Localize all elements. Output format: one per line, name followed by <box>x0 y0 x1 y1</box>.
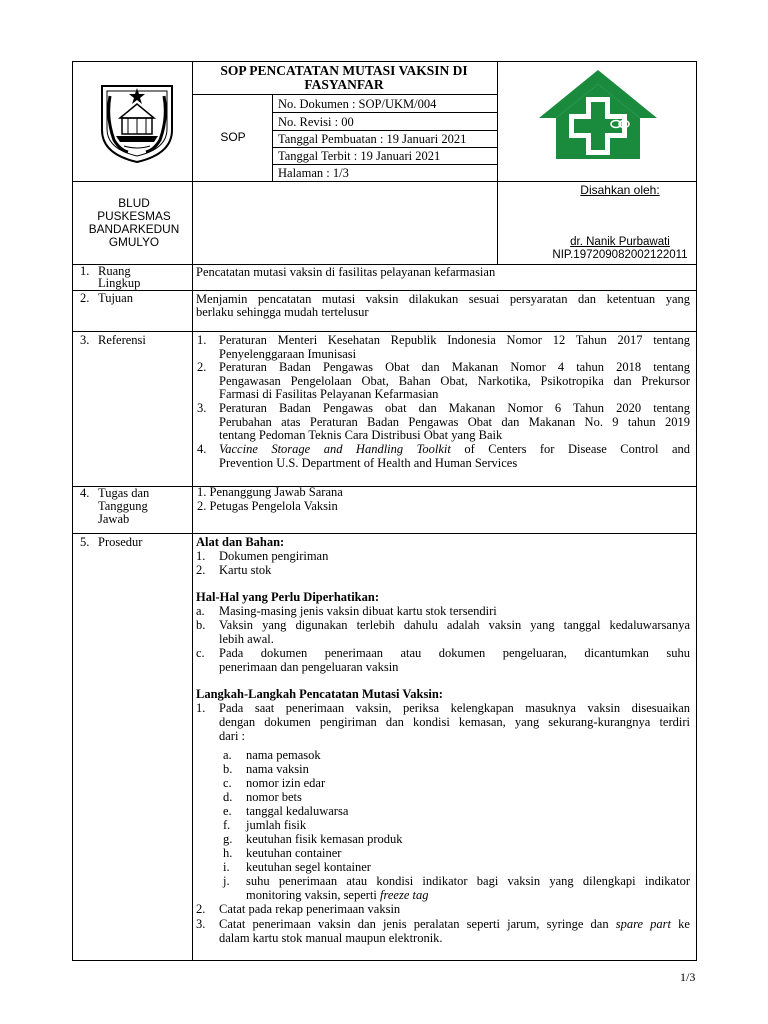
tujuan-line: Menjamin pencatatan mutasi vaksin dilakukan sesuai persyaratan dan ketentuan yang <box>196 292 690 306</box>
list-letter: a. <box>196 604 205 618</box>
list-number: 2. <box>196 902 206 916</box>
section-label-tugas: Tanggung <box>98 499 148 513</box>
langkah-line: Catat pada rekap penerimaan vaksin <box>219 902 401 916</box>
sub-item: jumlah fisik <box>246 818 307 832</box>
sub-letter: c. <box>223 776 232 790</box>
sub-letter: f. <box>223 818 231 832</box>
sub-item: keutuhan container <box>246 846 342 860</box>
section-label-referensi: Referensi <box>98 333 146 347</box>
logo-column-divider <box>192 61 193 961</box>
list-number: 1. <box>196 701 206 715</box>
alat-item: Dokumen pengiriman <box>219 549 329 563</box>
ref-number: 2. <box>197 360 207 374</box>
sub-letter: g. <box>223 832 233 846</box>
sub-item-text: monitoring vaksin, seperti <box>246 888 381 902</box>
sub-item: keutuhan fisik kemasan produk <box>246 832 403 846</box>
section-label-tugas: Tugas dan <box>98 486 150 500</box>
ref-line: Peraturan Badan Pengawas obat dan Makanan Nomor 6 Tahun 2020 tentang <box>219 401 690 415</box>
header-divider <box>72 181 697 182</box>
tanggal-terbit: Tanggal Terbit : 19 Januari 2021 <box>278 149 441 163</box>
langkah-line: Pada saat penerimaan vaksin, periksa kelengkapan masuknya vaksin disesuaikan <box>219 701 690 715</box>
row-line <box>72 290 697 291</box>
langkah-text: ke <box>671 917 690 931</box>
sub-item: nomor izin edar <box>246 776 326 790</box>
sub-letter: i. <box>223 860 230 874</box>
ref-line: Perubahan atas Peraturan Badan Pengawas Obat dan Makanan No. 9 tahun 2019 <box>219 414 690 429</box>
ref-line: Peraturan Menteri Kesehatan Republik Indonesia Nomor 12 Tahun 2017 tentang <box>219 333 690 347</box>
langkah-line <box>219 918 690 932</box>
sub-item: keutuhan segel kontainer <box>246 860 371 874</box>
sub-item: suhu penerimaan atau kondisi indikator bagi vaksin yang dilengkapi indikator <box>246 874 690 888</box>
sub-item-italic: freeze tag <box>380 888 429 902</box>
title-line-2: FASYANFAR <box>304 77 384 92</box>
no-dokumen: No. Dokumen : SOP/UKM/004 <box>278 97 437 111</box>
sub-item: tanggal kedaluwarsa <box>246 804 349 818</box>
sub-letter: a. <box>223 748 232 762</box>
sub-item: nama vaksin <box>246 762 309 776</box>
list-letter: b. <box>196 618 206 632</box>
section-label-prosedur: Prosedur <box>98 535 143 549</box>
langkah-italic: spare part <box>615 917 672 931</box>
langkah-line: dengan dokumen pengiriman dan kondisi kemasan, yang sekurang-kurangnya terdiri <box>219 715 690 729</box>
list-number: 3. <box>196 917 206 931</box>
sub-letter: e. <box>223 804 232 818</box>
row-line <box>72 533 697 534</box>
org-line: BLUD <box>118 196 150 210</box>
list-letter: c. <box>196 646 205 660</box>
signer-nip: NIP.197209082002122011 <box>552 248 688 261</box>
org-line: BANDARKEDUN <box>88 222 180 236</box>
langkah-line: dari : <box>219 729 246 743</box>
meta-row-line <box>272 130 497 131</box>
ref-line: Peraturan Badan Pengawas Obat dan Makanan Nomor 4 tahun 2018 tentang <box>219 360 690 374</box>
hal-heading: Hal-Hal yang Perlu Diperhatikan: <box>196 590 379 604</box>
section-number: 1. <box>80 264 90 278</box>
hal-item: Pada dokumen penerimaan atau dokumen pengeluaran, dicantumkan suhu <box>219 646 690 660</box>
sop-label: SOP <box>220 130 246 144</box>
ref-line: Farmasi di Fasilitas Pelayanan Kefarmasian <box>219 387 439 401</box>
hal-item: Masing-masing jenis vaksin dibuat kartu stok tersendiri <box>219 604 497 618</box>
sub-letter: j. <box>223 874 230 888</box>
section-number: 2. <box>80 291 90 305</box>
halaman: Halaman : 1/3 <box>278 166 349 180</box>
title-divider <box>192 94 497 95</box>
section-label-tujuan: Tujuan <box>98 291 133 305</box>
section-label-lingkup: Lingkup <box>98 276 141 290</box>
langkah-text: Catat penerimaan vaksin dan jenis peralatan seperti jarum, syringe dan <box>219 917 616 931</box>
tujuan-line: berlaku sehingga mudah tertelusur <box>196 305 369 319</box>
page-number: 1/3 <box>680 970 696 984</box>
puskesmas-logo <box>536 67 660 172</box>
section-number: 4. <box>80 486 90 500</box>
tanggal-pembuatan: Tanggal Pembuatan : 19 Januari 2021 <box>278 132 467 146</box>
langkah-heading: Langkah-Langkah Pencatatan Mutasi Vaksin: <box>196 687 443 701</box>
hal-item: Vaksin yang digunakan terlebih dahulu adalah vaksin yang tanggal kedaluwarsanya <box>219 618 690 632</box>
title-line-1: SOP PENCATATAN MUTASI VAKSIN DI <box>220 63 468 78</box>
row-line <box>72 331 697 332</box>
no-revisi: No. Revisi : 00 <box>278 115 354 129</box>
meta-row-line <box>272 147 497 148</box>
ref-number: 3. <box>197 401 207 415</box>
right-logo-divider <box>497 61 498 264</box>
sub-letter: h. <box>223 846 233 860</box>
row-line <box>72 486 697 487</box>
regency-emblem-logo <box>94 78 180 171</box>
sub-item: nama pemasok <box>246 748 321 762</box>
sub-letter: b. <box>223 762 233 776</box>
sub-item <box>246 889 690 903</box>
meta-row-line <box>272 112 497 113</box>
disahkan-label: Disahkan oleh: <box>580 183 660 197</box>
tugas-item: 1. Penanggung Jawab Sarana <box>197 485 343 499</box>
langkah-line: dalam kartu stok manual maupun elektronik. <box>219 931 443 945</box>
hal-item: penerimaan dan pengeluaran vaksin <box>219 660 399 674</box>
document-title <box>192 64 496 92</box>
tugas-item: 2. Petugas Pengelola Vaksin <box>197 499 338 513</box>
ref-number: 1. <box>197 333 207 347</box>
org-line: GMULYO <box>108 235 160 249</box>
meta-row-line <box>272 164 497 165</box>
ref-line-rest: of Centers for Disease Control and <box>450 442 691 456</box>
ref-italic-title: Vaccine Storage and Handling Toolkit <box>219 442 451 456</box>
ref-line: tentang Pedoman Teknis Cara Distribusi Obat yang Baik <box>219 428 503 442</box>
sub-item: nomor bets <box>246 790 302 804</box>
organization-name <box>76 197 192 249</box>
sub-letter: d. <box>223 790 233 804</box>
ref-line: Prevention U.S. Department of Health and Human Services <box>219 455 518 470</box>
org-line: PUSKESMAS <box>97 209 171 223</box>
signer-name: dr. Nanik Purbawati <box>570 236 670 248</box>
list-number: 2. <box>196 563 206 577</box>
section-label-tugas: Jawab <box>98 512 130 526</box>
ruang-lingkup-text: Pencatatan mutasi vaksin di fasilitas pelayanan kefarmasian <box>196 265 496 279</box>
ref-line <box>219 443 690 457</box>
ref-number: 4. <box>197 442 207 456</box>
ref-line: Pengawasan Pengelolaan Obat, Bahan Obat, Narkotika, Psikotropika dan Prekursor <box>219 373 690 388</box>
hal-item: lebih awal. <box>219 632 274 646</box>
alat-item: Kartu stok <box>219 563 272 577</box>
section-number: 3. <box>80 333 90 347</box>
alat-bahan-heading: Alat dan Bahan: <box>196 535 285 549</box>
ref-line: Penyelenggaraan Imunisasi <box>219 346 357 361</box>
list-number: 1. <box>196 549 206 563</box>
meta-column-divider <box>272 94 273 181</box>
signer-block <box>500 236 740 261</box>
section-number: 5. <box>80 535 90 549</box>
section-label-ruang: Ruang <box>98 264 131 278</box>
